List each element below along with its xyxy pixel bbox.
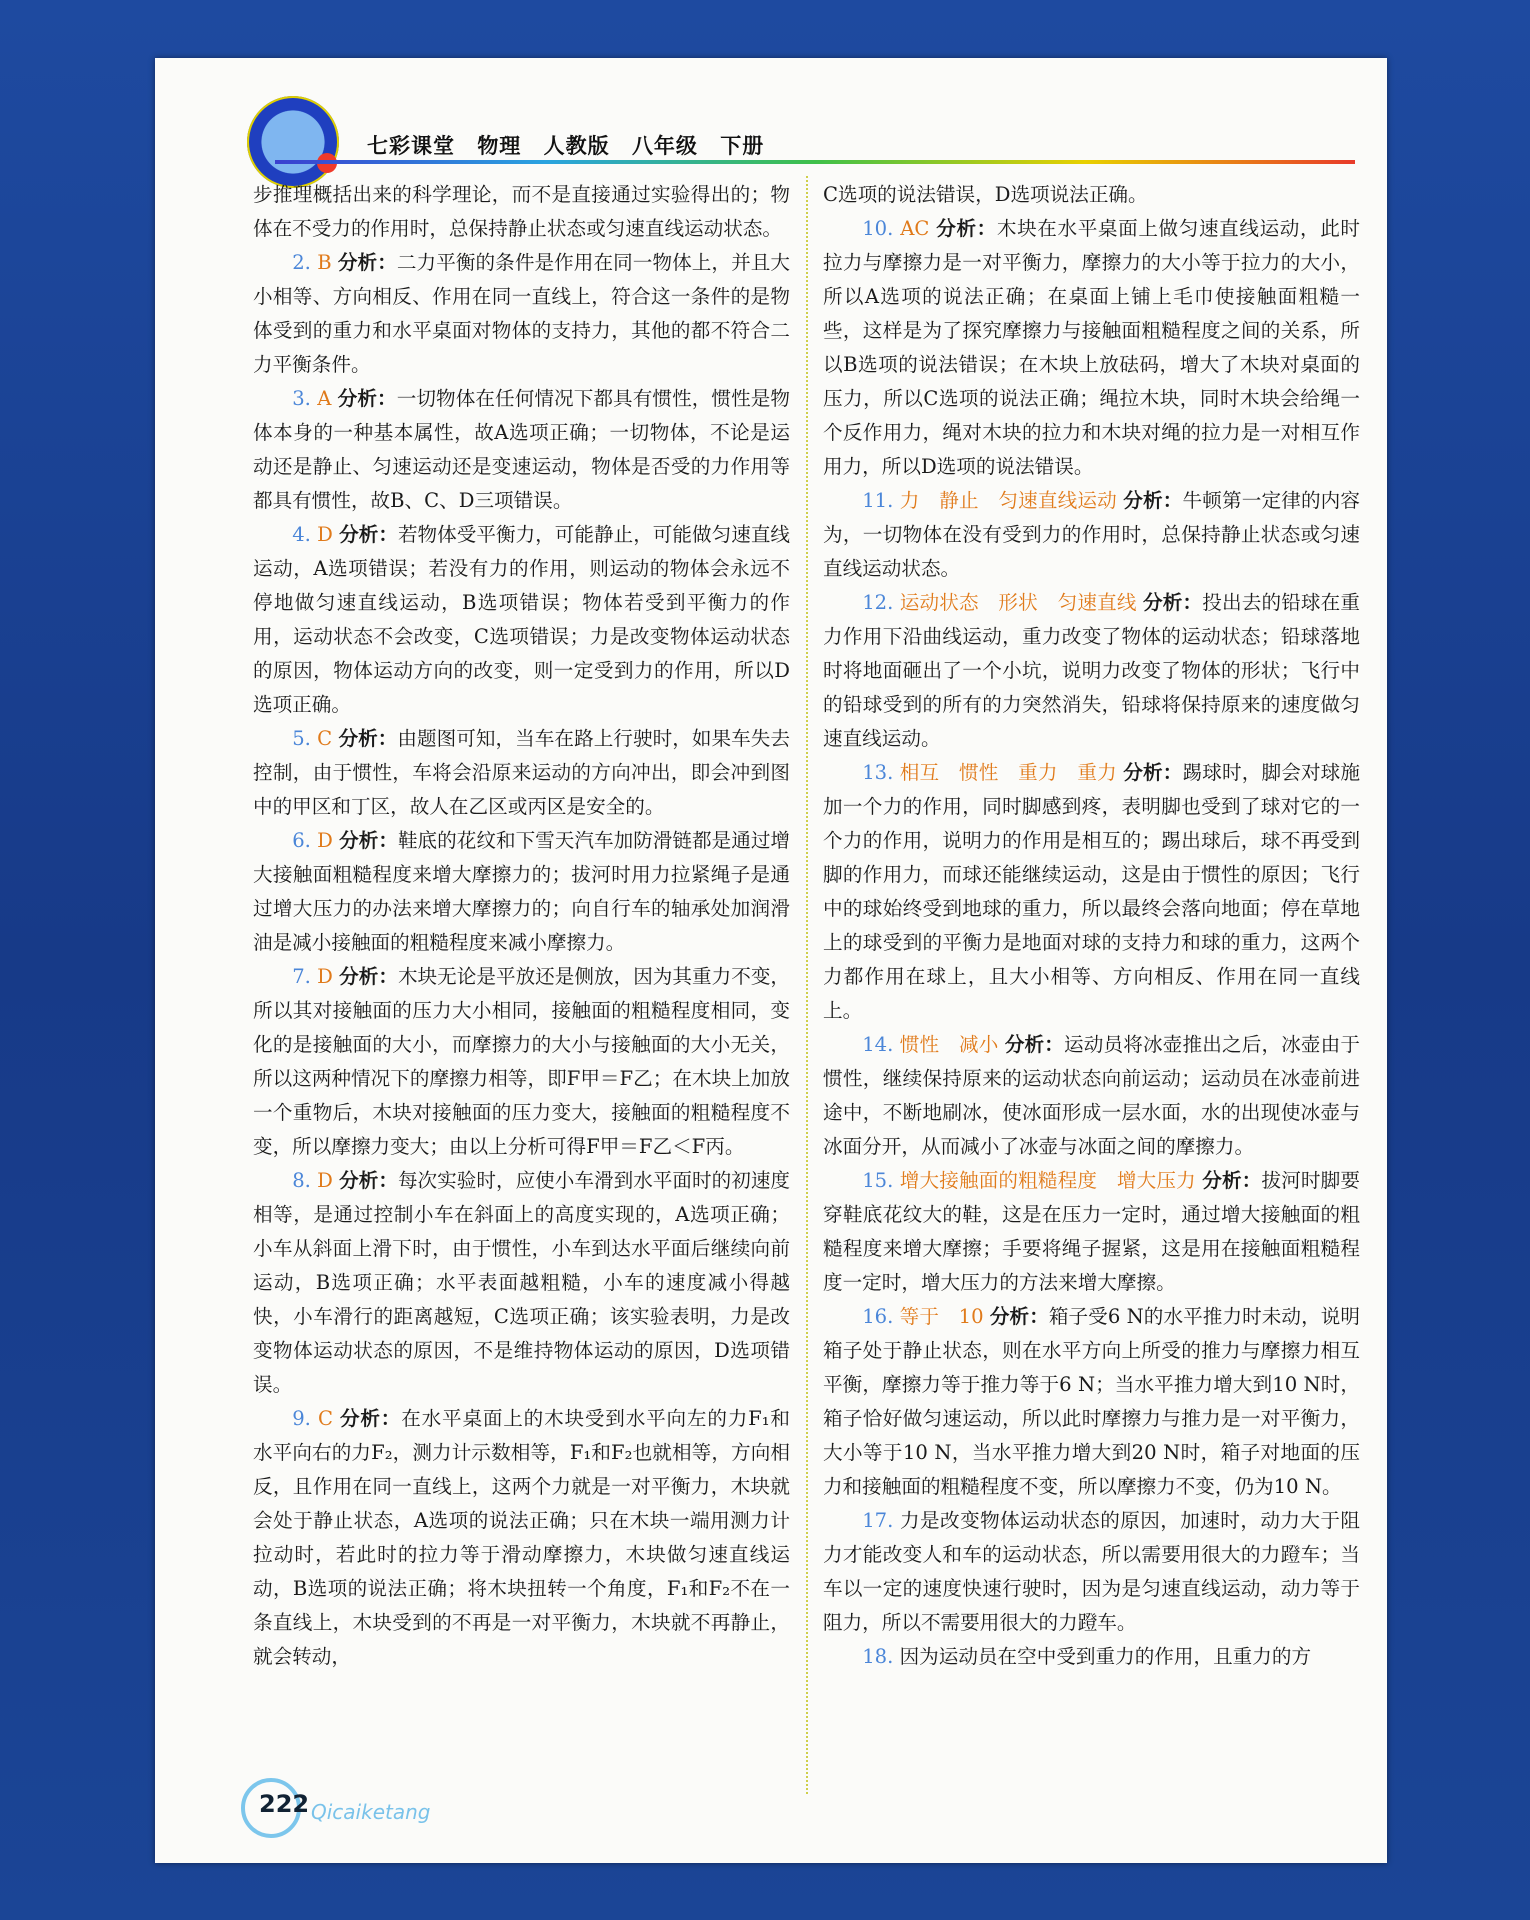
item-answer: 惯性 减小 (899, 1033, 999, 1056)
item-text: 每次实验时，应使小车滑到水平面时的初速度相等，是通过控制小车在斜面上的高度实现的，A选项正确；小车从斜面上滑下时，由于惯性，小车到达水平面后继续向前运动，B选项正确；水平表面越粗糙，小车的速度减小得越快，小车滑行的距离越短，C选项正确；该实验表明，力是改变物体运动状态的原因，不是维持物体运动的原因，D选项错误。 (253, 1169, 791, 1396)
item-answer: 增大接触面的粗糙程度 增大压力 (899, 1169, 1196, 1192)
item-number: 2. (292, 251, 311, 274)
item-text: 木块在水平桌面上做匀速直线运动，此时拉力与摩擦力是一对平衡力，摩擦力的大小等于拉力的大小，所以A选项的说法正确；在桌面上铺上毛巾使接触面粗糙一些，这样是为了探究摩擦力与接触面粗糙程度之间的关系，所以B选项的说法错误；在木块上放砝码，增大了木块对桌面的压力，所以C选项的说法正确；绳拉木块，同时木块会给绳一个反作用力，绳对木块的拉力和木块对绳的拉力是一对相互作用力，所以D选项的说法错误。 (823, 217, 1361, 478)
item-text: 若物体受平衡力，可能静止，可能做匀速直线运动，A选项错误；若没有力的作用，则运动的物体会永远不停地做匀速直线运动，B选项错误；物体若受到平衡力的作用，运动状态不会改变，C选项错误；力是改变物体运动状态的原因，物体运动方向的改变，则一定受到力的作用，所以D选项正确。 (253, 523, 791, 716)
answer-item (823, 586, 1360, 756)
footer-brand: Qicaiketang (311, 1800, 431, 1824)
header-grade: 八年级 (631, 134, 698, 158)
item-analysis-label: 分析： (1123, 761, 1183, 784)
item-analysis-label: 分析： (339, 1169, 398, 1192)
answer-item (253, 1164, 790, 1402)
page-footer (241, 1778, 541, 1848)
item-analysis-label: 分析： (339, 829, 398, 852)
mascot-logo-icon (247, 96, 339, 188)
item-answer: 等于 10 (899, 1305, 984, 1328)
answer-item (823, 484, 1360, 586)
answer-item (253, 960, 790, 1164)
item-text: 由题图可知，当车在路上行驶时，如果车失去控制，由于惯性，车将会沿原来运动的方向冲出，即会冲到图中的甲区和丁区，故人在乙区或丙区是安全的。 (253, 727, 791, 818)
item-text: 拔河时脚要穿鞋底花纹大的鞋，这是在压力一定时，通过增大接触面的粗糙程度来增大摩擦；手要将绳子握紧，这是用在接触面粗糙程度一定时，增大压力的方法来增大摩擦。 (823, 1169, 1361, 1294)
column-divider (806, 176, 808, 1794)
page-number: 222 (259, 1790, 310, 1818)
item-number: 7. (292, 965, 311, 988)
item-answer: C (317, 1407, 333, 1430)
item-text: 力是改变物体运动状态的原因，加速时，动力大于阻力才能改变人和车的运动状态，所以需要用很大的力蹬车；当车以一定的速度快速行驶时，因为是匀速直线运动，动力等于阻力，所以不需要用很大的力蹬车。 (823, 1509, 1360, 1634)
item-answer: A (317, 387, 332, 410)
header-rainbow-rule (275, 160, 1355, 164)
item-text: 牛顿第一定律的内容为，一切物体在没有受到力的作用时，总保持静止状态或匀速直线运动状态。 (823, 489, 1361, 580)
answer-item (823, 1164, 1360, 1300)
item-analysis-label: 分析： (337, 251, 397, 274)
header-brand: 七彩课堂 (367, 134, 455, 158)
item-number: 11. (862, 489, 894, 512)
item-text: 木块无论是平放还是侧放，因为其重力不变，所以其对接触面的压力大小相同，接触面的粗糙程度相同，变化的是接触面的大小，而摩擦力的大小与接触面的大小无关，所以这两种情况下的摩擦力相等，即F甲＝F乙；在木块上加放一个重物后，木块对接触面的压力变大，接触面的粗糙程度不变，所以摩擦力变大；由以上分析可得F甲＝F乙＜F丙。 (253, 965, 791, 1158)
item-answer: B (317, 251, 332, 274)
right-intro: C选项的说法错误，D选项说法正确。 (823, 183, 1148, 206)
page-header (155, 58, 1387, 168)
item-text: 运动员将冰壶推出之后，冰壶由于惯性，继续保持原来的运动状态向前运动；运动员在冰壶前进途中，不断地刷冰，使冰面形成一层水面，水的出现使冰壶与冰面分开，从而减小了冰壶与冰面之间的摩擦力。 (823, 1033, 1361, 1158)
item-answer: 运动状态 形状 匀速直线 (899, 591, 1137, 614)
item-analysis-label: 分析： (339, 1407, 402, 1430)
textbook-page (155, 58, 1387, 1863)
answer-item (823, 212, 1360, 484)
answer-item (253, 518, 790, 722)
item-text: 鞋底的花纹和下雪天汽车加防滑链都是通过增大接触面粗糙程度来增大摩擦力的；拔河时用力拉紧绳子是通过增大压力的办法来增大摩擦力的；向自行车的轴承处加润滑油是减小接触面的粗糙程度来减小摩擦力。 (253, 829, 791, 954)
item-number: 13. (862, 761, 894, 784)
answer-item (253, 246, 790, 382)
header-subject: 物理 (477, 134, 522, 158)
item-number: 9. (292, 1407, 311, 1430)
answer-item (253, 1402, 790, 1674)
item-analysis-label: 分析： (339, 523, 398, 546)
answer-item (253, 382, 790, 518)
item-text: 踢球时，脚会对球施加一个力的作用，同时脚感到疼，表明脚也受到了球对它的一个力的作用，说明力的作用是相互的；踢出球后，球不再受到脚的作用力，而球还能继续运动，这是由于惯性的原因；飞行中的球始终受到地球的重力，所以最终会落向地面；停在草地上的球受到的平衡力是地面对球的支持力和球的重力，这两个力都作用在球上，且大小相等、方向相反、作用在同一直线上。 (823, 761, 1361, 1022)
item-number: 14. (862, 1033, 894, 1056)
item-analysis-label: 分析： (1202, 1169, 1262, 1192)
answer-item (823, 1640, 1360, 1674)
header-volume: 下册 (720, 134, 765, 158)
item-text: 二力平衡的条件是作用在同一物体上，并且大小相等、方向相反、作用在同一直线上，符合这一条件的是物体受到的重力和水平桌面对物体的支持力，其他的都不符合二力平衡条件。 (253, 251, 790, 376)
item-text: 在水平桌面上的木块受到水平向左的力F₁和水平向右的力F₂，测力计示数相等，F₁和F₂也就相等，方向相反，且作用在同一直线上，这两个力就是一对平衡力，木块就会处于静止状态，A选项的说法正确；只在木块一端用测力计拉动时，若此时的拉力等于滑动摩擦力，木块做匀速直线运动，B选项的说法正确；将木块扭转一个角度，F₁和F₂不在一条直线上，木块受到的不再是一对平衡力，木块就不再静止，就会转动， (253, 1407, 791, 1668)
answer-item (823, 1028, 1360, 1164)
item-text: 一切物体在任何情况下都具有惯性，惯性是物体本身的一种基本属性，故A选项正确；一切物体，不论是运动还是静止、匀速运动还是变速运动，物体是否受的力作用等都具有惯性，故B、C、D三项错误。 (253, 387, 791, 512)
right-column (823, 178, 1360, 1674)
item-number: 15. (862, 1169, 894, 1192)
item-text: 投出去的铅球在重力作用下沿曲线运动，重力改变了物体的运动状态；铅球落地时将地面砸出了一个小坑，说明力改变了物体的形状；飞行中的铅球受到的所有的力突然消失，铅球将保持原来的速度做匀速直线运动。 (823, 591, 1361, 750)
item-analysis-label: 分析： (338, 727, 398, 750)
item-answer: 相互 惯性 重力 重力 (899, 761, 1117, 784)
item-answer: D (317, 523, 333, 546)
item-number: 5. (292, 727, 311, 750)
item-answer: AC (900, 217, 930, 240)
item-answer: D (317, 829, 333, 852)
item-analysis-label: 分析： (337, 387, 397, 410)
item-answer: 力 静止 匀速直线运动 (899, 489, 1117, 512)
item-number: 3. (292, 387, 311, 410)
answer-item (823, 756, 1360, 1028)
answer-item (253, 722, 790, 824)
item-analysis-label: 分析： (936, 217, 997, 240)
item-number: 10. (862, 217, 894, 240)
item-answer: D (317, 1169, 333, 1192)
item-analysis-label: 分析： (1123, 489, 1183, 512)
header-title (367, 130, 778, 160)
item-answer: C (317, 727, 333, 750)
item-text: 箱子受6 N的水平推力时未动，说明箱子处于静止状态，则在水平方向上所受的推力与摩擦力相互平衡，摩擦力等于推力等于6 N；当水平推力增大到10 N时，箱子恰好做匀速运动，所以此时摩擦力与推力是一对平衡力，大小等于10 N，当水平推力增大到20 N时，箱子对地面的压力和接触面的粗糙程度不变，所以摩擦力不变，仍为10 N。 (823, 1305, 1360, 1498)
item-text: 因为运动员在空中受到重力的作用，且重力的方 (899, 1645, 1312, 1668)
item-answer: D (317, 965, 333, 988)
item-number: 18. (862, 1645, 894, 1668)
answer-item (823, 1504, 1360, 1640)
item-number: 16. (862, 1305, 894, 1328)
item-analysis-label: 分析： (339, 965, 398, 988)
answer-item (253, 824, 790, 960)
item-analysis-label: 分析： (989, 1305, 1049, 1328)
item-number: 12. (862, 591, 894, 614)
left-intro: 步推理概括出来的科学理论，而不是直接通过实验得出的；物体在不受力的作用时，总保持静止状态或匀速直线运动状态。 (253, 183, 790, 240)
item-analysis-label: 分析： (1004, 1033, 1065, 1056)
item-number: 4. (292, 523, 311, 546)
item-number: 8. (292, 1169, 311, 1192)
item-number: 6. (292, 829, 311, 852)
item-analysis-label: 分析： (1143, 591, 1203, 614)
item-number: 17. (862, 1509, 894, 1532)
answer-item (823, 1300, 1360, 1504)
header-edition: 人教版 (543, 134, 610, 158)
left-column (253, 178, 790, 1674)
